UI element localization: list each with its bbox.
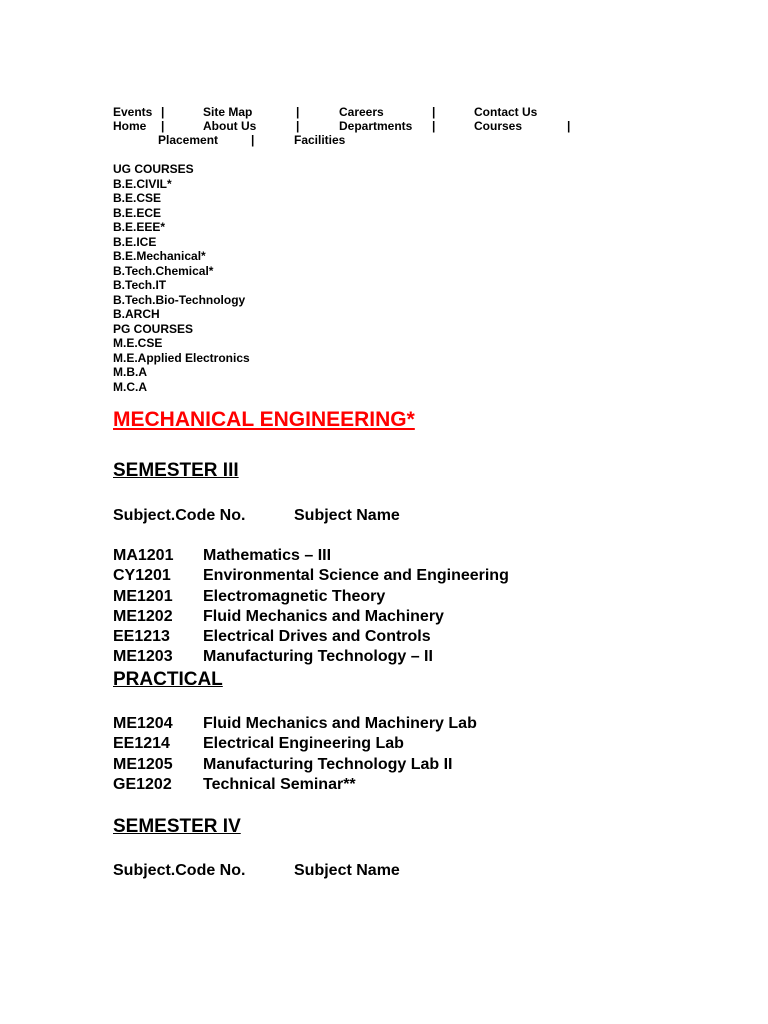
- course-link-btech-it[interactable]: B.Tech.IT: [113, 278, 167, 292]
- nav-separator: |: [432, 119, 436, 133]
- course-link-mba[interactable]: M.B.A: [113, 365, 147, 379]
- practical-heading: PRACTICAL: [113, 669, 223, 690]
- course-link-mca[interactable]: M.C.A: [113, 379, 147, 394]
- subject-code: MA1201: [113, 547, 174, 564]
- subject-code: EE1213: [113, 628, 170, 646]
- col-header-code: Subject.Code No.: [113, 507, 246, 524]
- nav-link-contact-us[interactable]: Contact Us: [474, 105, 538, 119]
- subject-name: Environmental Science and Engineering: [203, 567, 509, 585]
- nav-separator: |: [567, 119, 571, 133]
- semester-4-heading: SEMESTER IV: [113, 816, 241, 837]
- subject-code: CY1201: [113, 567, 171, 585]
- subject-name: Manufacturing Technology – II: [203, 648, 433, 666]
- course-link-be-mechanical[interactable]: B.E.Mechanical*: [113, 249, 206, 263]
- subject-name: Fluid Mechanics and Machinery: [203, 607, 444, 625]
- subject-code: ME1202: [113, 607, 173, 625]
- semester-3-column-headers: [113, 507, 513, 527]
- subject-name: Mathematics – III: [203, 547, 332, 564]
- subject-name: Electrical Drives and Controls: [203, 628, 431, 646]
- subject-code: ME1203: [113, 648, 173, 666]
- nav-separator: |: [296, 105, 300, 119]
- subject-name: Fluid Mechanics and Machinery Lab: [203, 715, 477, 732]
- nav-link-events[interactable]: Events: [113, 105, 153, 119]
- nav-link-courses[interactable]: Courses: [474, 119, 523, 133]
- semester-3-heading: SEMESTER III: [113, 460, 239, 481]
- course-link-me-cse[interactable]: M.E.CSE: [113, 336, 163, 350]
- semester-4-column-headers: [113, 862, 513, 882]
- nav-separator: |: [432, 105, 436, 119]
- course-link-btech-biotech[interactable]: B.Tech.Bio-Technology: [113, 292, 246, 307]
- course-link-me-applied-electronics[interactable]: M.E.Applied Electronics: [113, 350, 250, 365]
- course-link-be-ice[interactable]: B.E.ICE: [113, 234, 157, 249]
- subject-name: Manufacturing Technology Lab II: [203, 755, 453, 773]
- course-link-btech-chemical[interactable]: B.Tech.Chemical*: [113, 263, 214, 278]
- course-link-be-cse[interactable]: B.E.CSE: [113, 191, 162, 205]
- course-link-be-eee[interactable]: B.E.EEE*: [113, 220, 166, 234]
- course-link-barch[interactable]: B.ARCH: [113, 307, 160, 321]
- subject-code: ME1201: [113, 587, 173, 605]
- subject-code: ME1205: [113, 755, 173, 773]
- department-title: MECHANICAL ENGINEERING*: [113, 408, 415, 431]
- col-header-code: Subject.Code No.: [113, 862, 246, 879]
- subject-name: Electromagnetic Theory: [203, 587, 386, 605]
- subject-code: EE1214: [113, 735, 170, 753]
- nav-separator: |: [296, 119, 300, 133]
- nav-link-placement[interactable]: Placement: [158, 133, 219, 147]
- ug-courses-heading: UG COURSES: [113, 162, 194, 176]
- nav-separator: |: [161, 119, 165, 133]
- subject-code: ME1204: [113, 715, 173, 732]
- nav-separator: |: [161, 105, 165, 119]
- subject-name: Electrical Engineering Lab: [203, 735, 404, 753]
- course-link-be-civil[interactable]: B.E.CIVIL*: [113, 176, 172, 191]
- nav-link-facilities[interactable]: Facilities: [294, 133, 346, 147]
- nav-link-departments[interactable]: Departments: [339, 119, 413, 133]
- nav-separator: |: [251, 133, 255, 147]
- nav-link-home[interactable]: Home: [113, 119, 147, 133]
- subject-code: GE1202: [113, 775, 172, 793]
- nav-link-careers[interactable]: Careers: [339, 105, 384, 119]
- nav-link-site-map[interactable]: Site Map: [203, 105, 253, 119]
- nav-link-about-us[interactable]: About Us: [203, 119, 257, 133]
- col-header-name: Subject Name: [294, 507, 400, 524]
- course-link-be-ece[interactable]: B.E.ECE: [113, 205, 162, 220]
- subject-name: Technical Seminar**: [203, 775, 356, 793]
- col-header-name: Subject Name: [294, 862, 400, 879]
- pg-courses-heading: PG COURSES: [113, 321, 194, 336]
- course-list: [113, 162, 250, 394]
